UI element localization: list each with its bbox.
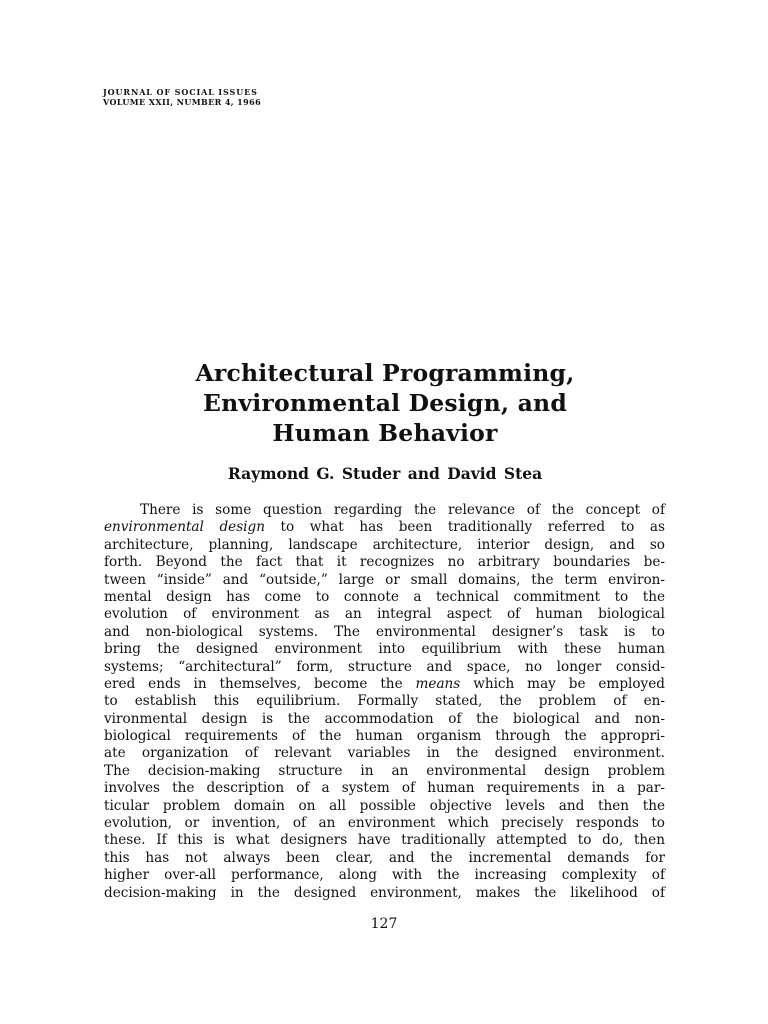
journal-header <box>103 87 261 107</box>
journal-issue: VOLUME XXII, NUMBER 4, 1966 <box>103 97 262 107</box>
body-line: decision-making in the designed environment, makes the likelihood of <box>104 884 665 901</box>
body-line: evolution of environment as an integral aspect of human biological <box>104 606 665 623</box>
article-title <box>150 358 620 448</box>
journal-name: JOURNAL OF SOCIAL ISSUES <box>103 87 258 97</box>
italic-phrase: means <box>415 675 461 692</box>
title-line: Environmental Design, and <box>203 389 567 417</box>
body-line: evolution, or invention, of an environment which precisely responds to <box>104 815 665 832</box>
body-line: involves the description of a system of human requirements in a par- <box>104 780 665 797</box>
body-line: There is some question regarding the relevance of the concept of <box>140 502 665 518</box>
title-line: Architectural Programming, <box>195 359 575 387</box>
body-line: vironmental design is the accommodation of the biological and non- <box>104 710 665 727</box>
article-body <box>104 502 665 902</box>
body-line: and non-biological systems. The environmental designer’s task is to <box>104 623 665 640</box>
body-line: ered ends in themselves, become the means which may be employed <box>104 675 665 692</box>
body-line: systems; “architectural” form, structure and space, no longer consid- <box>104 658 665 675</box>
body-line: ate organization of relevant variables in the designed environment. <box>104 745 665 762</box>
body-line: to establish this equilibrium. Formally stated, the problem of en- <box>104 693 665 710</box>
body-line: these. If this is what designers have traditionally attempted to do, then <box>104 832 665 849</box>
body-line: forth. Beyond the fact that it recognizes no arbitrary boundaries be- <box>104 554 665 571</box>
page-number: 127 <box>370 916 398 932</box>
body-line: architecture, planning, landscape architecture, interior design, and so <box>104 536 665 553</box>
body-line: bring the designed environment into equilibrium with these human <box>104 641 665 658</box>
title-line: Human Behavior <box>272 419 498 447</box>
article-authors: Raymond G. Studer and David Stea <box>227 464 543 483</box>
body-line: this has not always been clear, and the incremental demands for <box>104 849 665 866</box>
body-line: biological requirements of the human organism through the appropri- <box>104 728 665 745</box>
body-line: The decision-making structure in an environmental design problem <box>104 762 665 779</box>
body-line: ticular problem domain on all possible objective levels and then the <box>104 797 665 814</box>
body-line: higher over-all performance, along with the increasing complexity of <box>104 867 665 884</box>
body-line: tween “inside” and “outside,” large or small domains, the term environ- <box>104 571 665 588</box>
italic-phrase: environmental design <box>104 519 265 536</box>
body-line: mental design has come to connote a technical commitment to the <box>104 588 665 605</box>
body-line: environmental design to what has been traditionally referred to as <box>104 519 666 536</box>
